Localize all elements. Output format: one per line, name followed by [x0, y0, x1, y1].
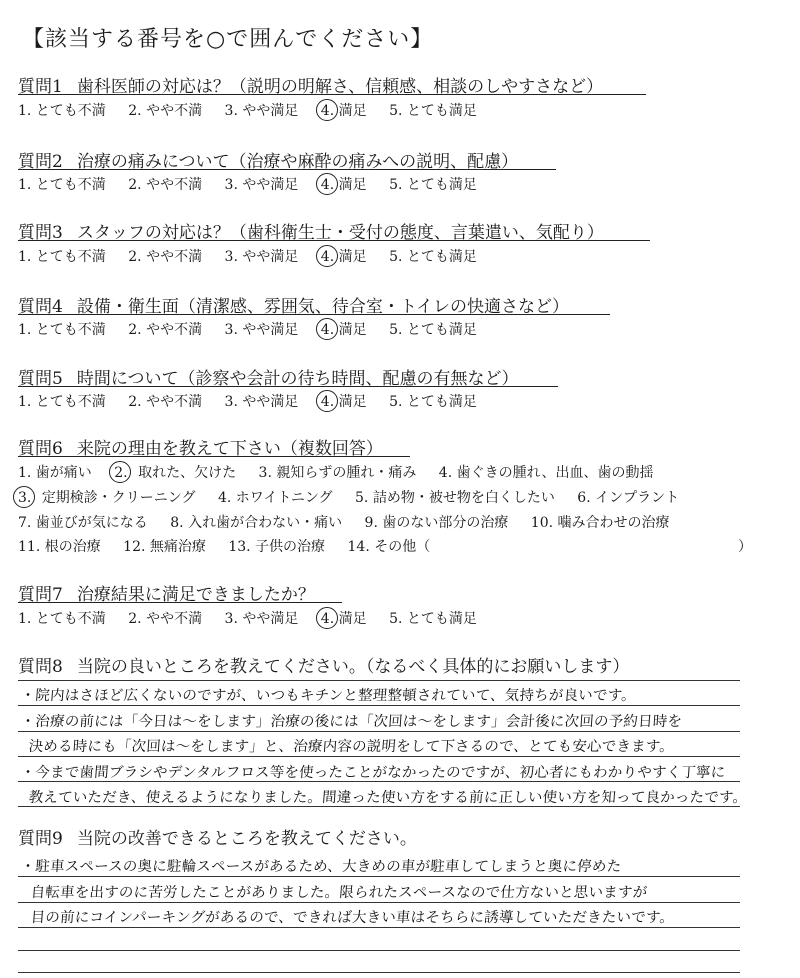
option-1[interactable]: 1. とても不満: [18, 394, 106, 410]
rating-options-2: [18, 174, 495, 194]
reason-9[interactable]: 9. 歯のない部分の治療: [364, 515, 509, 531]
question-underline: [18, 456, 410, 457]
question-number: 質問9: [18, 829, 63, 849]
other-close-paren: ）: [738, 539, 752, 555]
question-underline: [18, 240, 650, 241]
fillings-option[interactable]: 5. 詰め物・被せ物を白くしたい: [355, 490, 555, 506]
reason-row-2: [18, 487, 697, 507]
question-text: 当院の改善できるところを教えてください。: [76, 829, 417, 849]
handwritten-answer-line: ・今まで歯間ブラシやデンタルフロス等を使ったことがなかったのですが、初心者にもわかりやすく丁寧に: [20, 765, 726, 781]
question-9: [18, 824, 417, 849]
question-number: 質問8: [18, 657, 63, 677]
checkup-label[interactable]: 定期検診・クリーニング: [41, 490, 196, 506]
rating-options-7: [18, 608, 495, 628]
question-text: 時間について（診察や会計の待ち時間、配慮の有無など）: [76, 369, 519, 389]
question-underline: [18, 169, 556, 170]
option-3[interactable]: 3. やや満足: [224, 103, 299, 119]
question-text: スタッフの対応は？（歯科衛生士・受付の態度、言葉遣い、気配り）: [76, 223, 604, 243]
question-number: 質問7: [18, 585, 63, 605]
question-text: 設備・衛生面（清潔感、雰囲気、待合室・トイレの快適さなど）: [76, 297, 569, 317]
option-2[interactable]: 2. やや不満: [128, 177, 203, 193]
option-2[interactable]: 2. やや不満: [128, 394, 203, 410]
page-title: 【該当する番号を○で囲んでください】: [22, 27, 434, 52]
answer-line: [18, 781, 740, 782]
option-5[interactable]: 5. とても満足: [389, 177, 477, 193]
option-4-selected[interactable]: 4. 満足: [320, 322, 367, 338]
option-1[interactable]: 1. とても不満: [18, 249, 106, 265]
reason-11[interactable]: 11. 根の治療: [18, 539, 101, 555]
option-5[interactable]: 5. とても満足: [389, 322, 477, 338]
question-text: 治療結果に満足できましたか？: [76, 585, 315, 605]
reason-14-other[interactable]: 14. その他（: [347, 539, 431, 555]
question-underline: [18, 314, 610, 315]
question-text: 来院の理由を教えて下さい（複数回答）: [76, 439, 383, 459]
reason-13[interactable]: 13. 子供の治療: [228, 539, 326, 555]
question-number: 質問6: [18, 439, 63, 459]
option-1[interactable]: 1. とても不満: [18, 322, 106, 338]
reason-1[interactable]: 1. 歯が痛い: [18, 465, 92, 481]
question-8: [18, 652, 629, 677]
question-underline: [18, 94, 646, 95]
reason-row-1: [18, 462, 671, 482]
handwritten-answer-line: ・院内はさほど広くないのですが、いつもキチンと整理整頓されていて、気持ちが良いです。: [20, 688, 637, 704]
reason-10[interactable]: 10. 噛み合わせの治療: [530, 515, 670, 531]
option-5[interactable]: 5. とても満足: [389, 249, 477, 265]
question-number: 質問1: [18, 77, 63, 97]
option-2[interactable]: 2. やや不満: [128, 611, 203, 627]
question-text: 歯科医師の対応は？（説明の明解さ、信頼感、相談のしやすさなど）: [76, 77, 604, 97]
question-number: 質問3: [18, 223, 63, 243]
option-5[interactable]: 5. とても満足: [389, 611, 477, 627]
rating-options-3: [18, 246, 495, 266]
option-3[interactable]: 3. やや満足: [224, 249, 299, 265]
question-underline: [18, 602, 342, 603]
reason-7[interactable]: 7. 歯並びが気になる: [18, 515, 148, 531]
option-5[interactable]: 5. とても満足: [389, 103, 477, 119]
implant-option[interactable]: 6. インプラント: [577, 490, 680, 506]
answer-line: [18, 680, 740, 681]
option-2[interactable]: 2. やや不満: [128, 322, 203, 338]
answer-line: [18, 705, 740, 706]
handwritten-answer-line: 目の前にコインパーキングがあるので、できれば大きい車はそちらに誘導していただきたいです。: [30, 910, 675, 926]
reason-4[interactable]: 4. 歯ぐきの腫れ、出血、歯の動揺: [438, 465, 654, 481]
reason-2-label[interactable]: 取れた、欠けた: [138, 465, 237, 481]
question-number: 質問5: [18, 369, 63, 389]
rating-options-4: [18, 319, 495, 339]
answer-line: [18, 927, 740, 928]
answer-line: [18, 806, 740, 807]
rating-options-5: [18, 391, 495, 411]
reason-12[interactable]: 12. 無痛治療: [123, 539, 206, 555]
option-1[interactable]: 1. とても不満: [18, 103, 106, 119]
question-text: 当院の良いところを教えてください。（なるべく具体的にお願いします）: [76, 657, 630, 677]
whitening-option[interactable]: 4. ホワイトニング: [218, 490, 333, 506]
answer-line: [18, 756, 740, 757]
option-3[interactable]: 3. やや満足: [224, 177, 299, 193]
answer-line: [18, 731, 740, 732]
handwritten-answer-line: ・駐車スペースの奥に駐輪スペースがあるため、大きめの車が駐車してしまうと奥に停めた: [20, 859, 622, 875]
checkup-option-selected[interactable]: 3.: [18, 490, 32, 506]
option-2[interactable]: 2. やや不満: [128, 249, 203, 265]
rating-options-1: [18, 100, 495, 120]
answer-line: [18, 876, 740, 877]
question-underline: [18, 386, 558, 387]
answer-line: [18, 950, 740, 951]
option-1[interactable]: 1. とても不満: [18, 611, 106, 627]
option-4-selected[interactable]: 4. 満足: [320, 177, 367, 193]
option-3[interactable]: 3. やや満足: [224, 394, 299, 410]
option-5[interactable]: 5. とても満足: [389, 394, 477, 410]
question-number: 質問2: [18, 152, 63, 172]
handwritten-answer-line: 決める時にも「次回は〜をします」と、治療内容の説明をして下さるので、とても安心できます。: [28, 739, 675, 755]
question-text: 治療の痛みについて（治療や麻酔の痛みへの説明、配慮）: [76, 152, 519, 172]
option-3[interactable]: 3. やや満足: [224, 322, 299, 338]
option-3[interactable]: 3. やや満足: [224, 611, 299, 627]
answer-line: [18, 902, 740, 903]
reason-8[interactable]: 8. 入れ歯が合わない・痛い: [170, 515, 343, 531]
question-number: 質問4: [18, 297, 63, 317]
answer-line: [18, 972, 740, 973]
option-4-selected[interactable]: 4. 満足: [320, 394, 367, 410]
handwritten-answer-line: 教えていただき、使えるようになりました。間違った使い方をする前に正しい使い方を知って良かったです。: [28, 790, 748, 806]
handwritten-answer-line: 自転車を出すのに苦労したことがありました。限られたスペースなので仕方ないと思いますが: [30, 885, 648, 901]
reason-3[interactable]: 3. 親知らずの腫れ・痛み: [258, 465, 417, 481]
option-4-selected[interactable]: 4. 満足: [320, 611, 367, 627]
option-2[interactable]: 2. やや不満: [128, 103, 203, 119]
reason-2-selected[interactable]: 2.: [114, 465, 128, 481]
option-1[interactable]: 1. とても不満: [18, 177, 106, 193]
option-4-selected[interactable]: 4. 満足: [320, 103, 367, 119]
handwritten-answer-line: ・治療の前には「今日は〜をします」治療の後には「次回は〜をします」会計後に次回の予約日時を: [20, 714, 683, 730]
reason-row-3: [18, 512, 688, 532]
reason-row-4: [18, 536, 448, 556]
option-4-selected[interactable]: 4. 満足: [320, 249, 367, 265]
